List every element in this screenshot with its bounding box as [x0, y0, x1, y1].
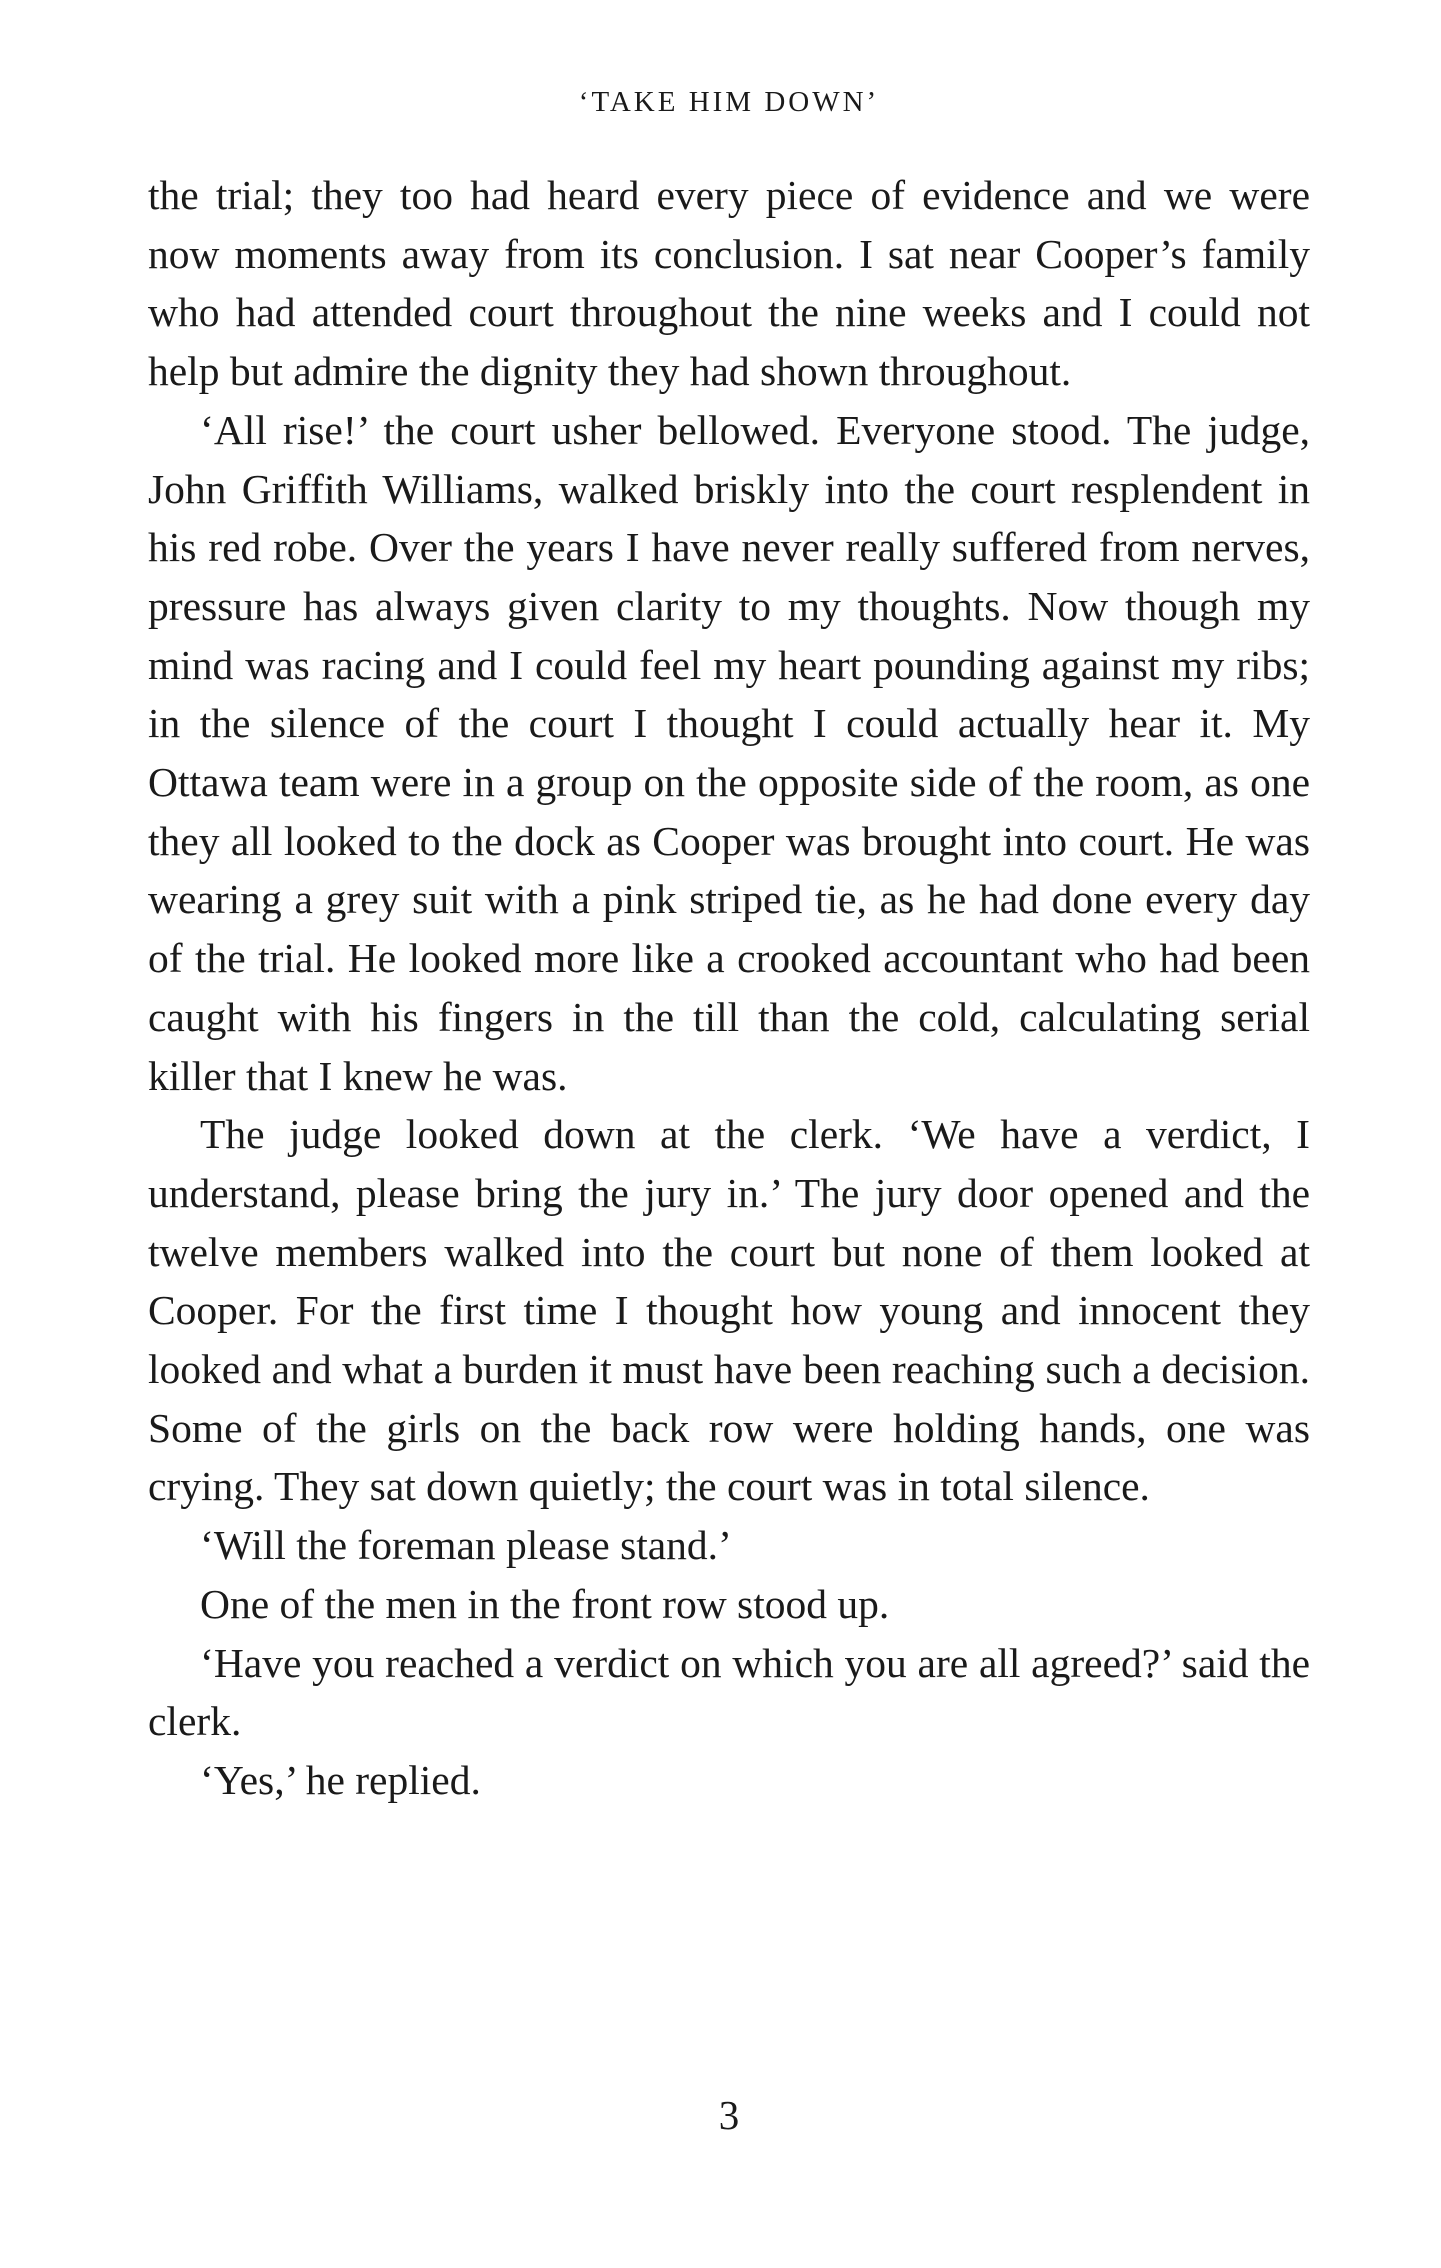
paragraph: ‘Will the foreman please stand.’ — [200, 1522, 732, 1569]
running-head: ‘TAKE HIM DOWN’ — [578, 86, 880, 118]
paragraph: ‘All rise!’ the court usher bellowed. Everyone stood. The judge, John Griffith Williams, walked briskly into the court resplendent in his red robe. Over the years I have never really suffered from nerves, pressure has always given clarity to my thoughts. Now though my mind was racing and I could feel my heart pounding against my ribs; in the silence of the court I thought I could actually hear it. My Ottawa team were in a group on the opposite side of the room, as one they all looked to the dock as Cooper was brought into court. He was wearing a grey suit with a pink striped tie, as he had done every day of the trial. He looked more like a crooked accountant who had been caught with his fingers in the till than the cold, calculating serial killer that I knew he was. — [148, 406, 1310, 1099]
paragraph: ‘Have you reached a verdict on which you are all agreed?’ said the clerk. — [148, 1639, 1310, 1745]
paragraph: ‘Yes,’ he replied. — [200, 1756, 481, 1803]
paragraph: One of the men in the front row stood up. — [200, 1580, 890, 1627]
body-text — [148, 166, 1310, 1810]
paragraph: The judge looked down at the clerk. ‘We have a verdict, I understand, please bring the jury in.’ The jury door opened and the twelve members walked into the court but none of them looked at Cooper. For the first time I thought how young and innocent they looked and what a burden it must have been reaching such a decision. Some of the girls on the back row were holding hands, one was crying. They sat down quietly; the court was in total silence. — [148, 1111, 1310, 1510]
page-number: 3 — [718, 2092, 740, 2138]
paragraph-continued: the trial; they too had heard every piece of evidence and we were now moments away from its conclusion. I sat near Cooper’s family who had attended court throughout the nine weeks and I could not help but admire the dignity they had shown throughout. — [148, 172, 1310, 395]
